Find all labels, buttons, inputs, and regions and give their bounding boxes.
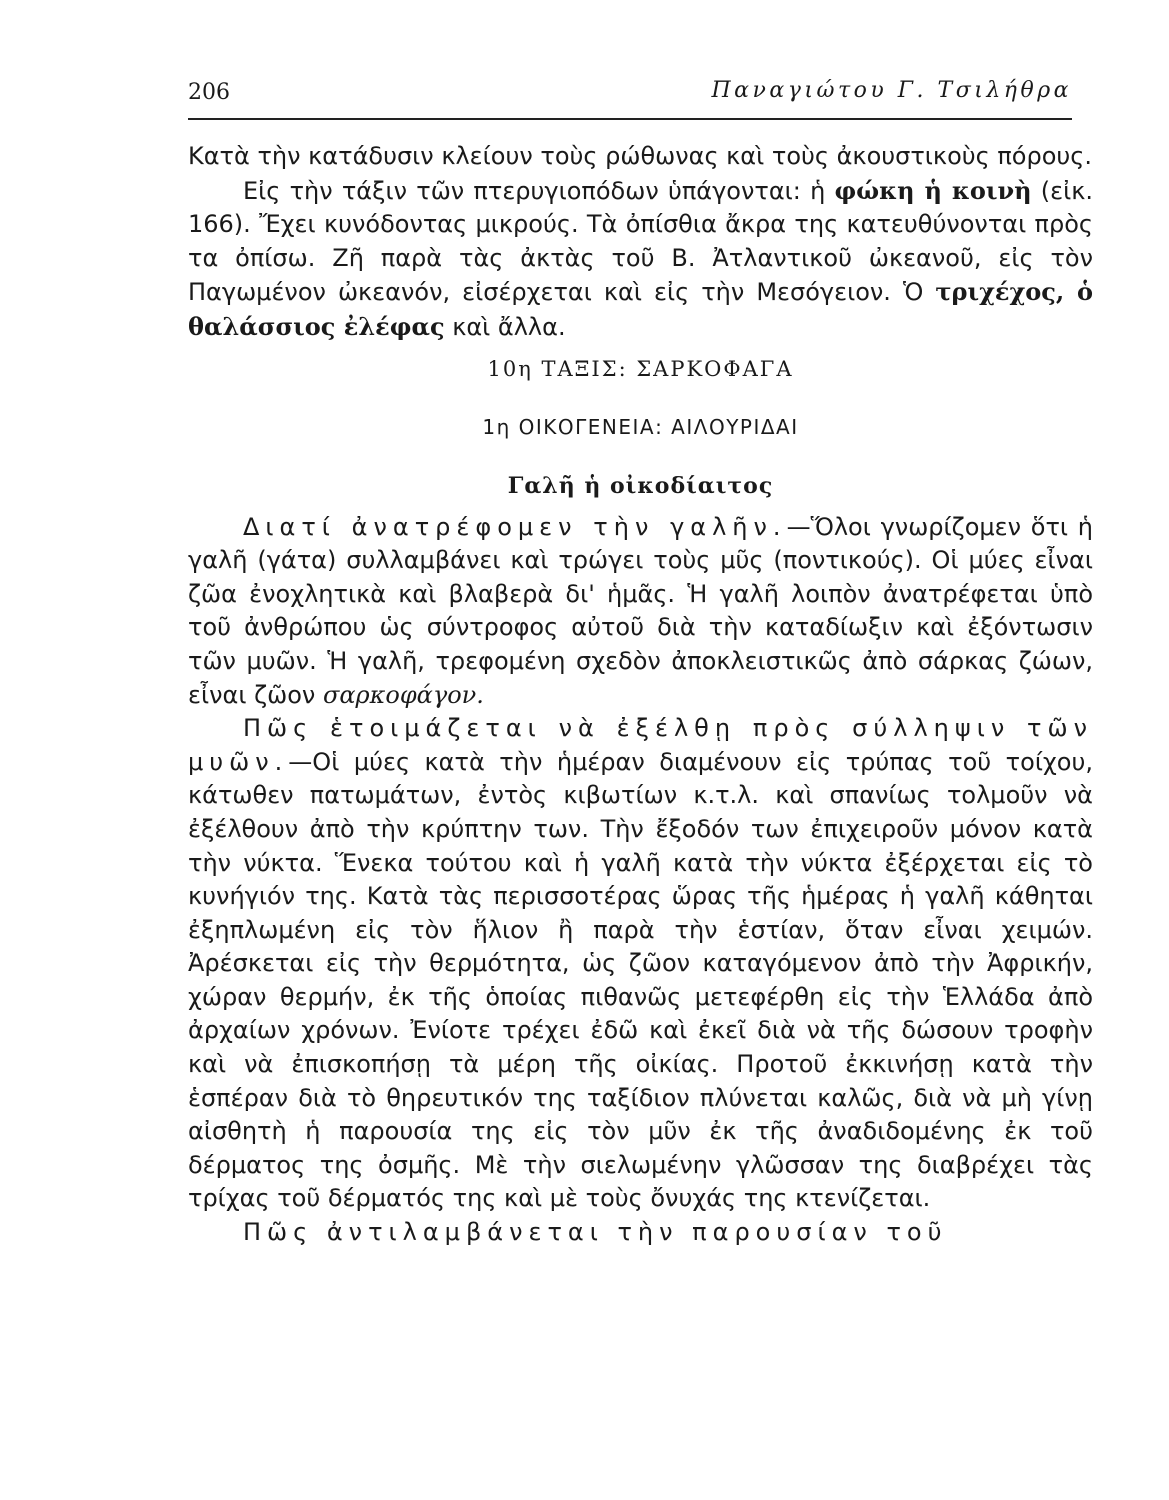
paragraph-pterygiopoda (188, 174, 1093, 345)
paragraph-prepare-hunt (188, 712, 1093, 1216)
term-trichechos: τριχέχος, ὁ θαλάσσιος ἐλέφας (188, 277, 1093, 341)
text-segment: καὶ ἄλλα. (444, 312, 566, 341)
text-segment: (εἰκ. 166). Ἔχει κυνόδοντας μικρούς. Τὰ ὀπίσθια ἄκρα της κατευθύνονται πρὸς τα ὀπίσω. Ζῆ παρὰ τὰς ἀκτὰς τοῦ Β. Ἀτλαντικοῦ ὠκεανοῦ, εἰς τὸν Παγωμένον ὠκεανόν, εἰσέρχεται καὶ εἰς τὴν Μεσόγειον. Ὁ (188, 176, 1094, 307)
italic-term: σαρκοφάγον. (322, 680, 484, 709)
term-foki: φώκη ἡ κοινὴ (834, 175, 1032, 205)
order-heading: 10η ΤΑΞΙΣ: ΣΑΡΚΟΦΑΓΑ (487, 356, 794, 381)
spaced-lead: Διατί ἀνατρέφομεν τὴν γαλῆν. (243, 512, 787, 541)
spaced-lead: Πῶς ἑτοιμάζεται νὰ ἐξέλθῃ πρὸς σύλληψιν τῶν μυῶν. (188, 714, 1093, 776)
page-number: 206 (188, 80, 230, 105)
running-title: Παναγιώτου Γ. Τσιλήθρα (711, 78, 1072, 103)
spaced-lead: Πῶς ἀντιλαμβάνεται τὴν παρουσίαν τοῦ (243, 1218, 948, 1247)
family-heading: 1η ΟΙΚΟΓΕΝΕΙΑ: ΑΙΛΟΥΡΙΔΑΙ (482, 414, 799, 439)
text-segment: Εἰς τὴν τάξιν τῶν πτερυγιοπόδων ὑπάγονται: ἡ (243, 176, 835, 205)
paragraph-why-raise-cat (188, 511, 1093, 713)
text-segment: —Οἱ μύες κατὰ τὴν ἡμέραν διαμένουν εἰς τρύπας τοῦ τοίχου, κάτωθεν πατωμάτων, ἐντὸς κιβωτίων κ.τ.λ. καὶ σπανίως τολμοῦν νὰ ἐξέλθουν ἀπὸ τὴν κρύπτην των. Τὴν ἔξοδόν των ἐπιχειροῦν μόνον κατὰ τὴν νύκτα. Ἕνεκα τούτου καὶ ἡ γαλῆ κατὰ τὴν νύκτα ἐξέρχεται εἰς τὸ κυνήγιόν της. Κατὰ τὰς περισσοτέρας ὥρας τῆς ἡμέρας ἡ γαλῆ κάθηται ἐξηπλωμένη εἰς τὸν ἥλιον ἢ παρὰ τὴν ἑστίαν, ὅταν εἶναι χειμών. Ἀρέσκεται εἰς τὴν θερμότητα, ὡς ζῶον καταγόμενον ἀπὸ τὴν Ἀφρικήν, χώραν θερμήν, ἐκ τῆς ὁποίας πιθανῶς μετεφέρθη εἰς τὴν Ἑλλάδα ἀπὸ ἀρχαίων χρόνων. Ἐνίοτε τρέχει ἐδῶ καὶ ἐκεῖ διὰ νὰ τῆς δώσουν τροφὴν καὶ νὰ ἐπισκοπήσῃ τὰ μέρη τῆς οἰκίας. Προτοῦ ἐκκινήσῃ κατὰ τὴν ἑσπέραν διὰ τὸ θηρευτικόν της ταξίδιον πλύνεται καλῶς, διὰ νὰ μὴ γίνῃ αἰσθητὴ ἡ παρουσία της εἰς τὸν μῦν ἐκ τῆς ἀναδιδομένης ἐκ τοῦ δέρματος της ὀσμῆς. Μὲ τὴν σιελωμένην γλῶσσαν της διαβρέχει τὰς τρίχας τοῦ δέρματός της καὶ μὲ τοὺς ὄνυχάς της κτενίζεται. (188, 747, 1093, 1213)
page-header (188, 74, 1072, 120)
page-body (188, 140, 1093, 1250)
text-segment: —Ὅλοι γνωρίζομεν ὅτι ἡ γαλῆ (γάτα) συλλαμβάνει καὶ τρώγει τοὺς μῦς (ποντικούς). Οἱ μύες εἶναι ζῶα ἐνοχλητικὰ καὶ βλαβερὰ δι' ἡμᾶς. Ἡ γαλῆ λοιπὸν ἀνατρέφεται ὑπὸ τοῦ ἀνθρώπου ὡς σύντροφος αὐτοῦ διὰ τὴν καταδίωξιν καὶ ἐξόντωσιν τῶν μυῶν. Ἡ γαλῆ, τρεφομένη σχεδὸν ἀποκλειστικῶς ἀπὸ σάρκας ζώων, εἶναι ζῶον (188, 512, 1093, 709)
paragraph-kataduse (188, 140, 1093, 174)
paragraph-perceive (188, 1216, 1093, 1250)
species-heading: Γαλῆ ἡ οἰκοδίαιτος (507, 472, 774, 499)
paragraph-text: Κατὰ τὴν κατάδυσιν κλείουν τοὺς ρώθωνας καὶ τοὺς ἀκουστικοὺς πόρους. (188, 142, 1093, 170)
